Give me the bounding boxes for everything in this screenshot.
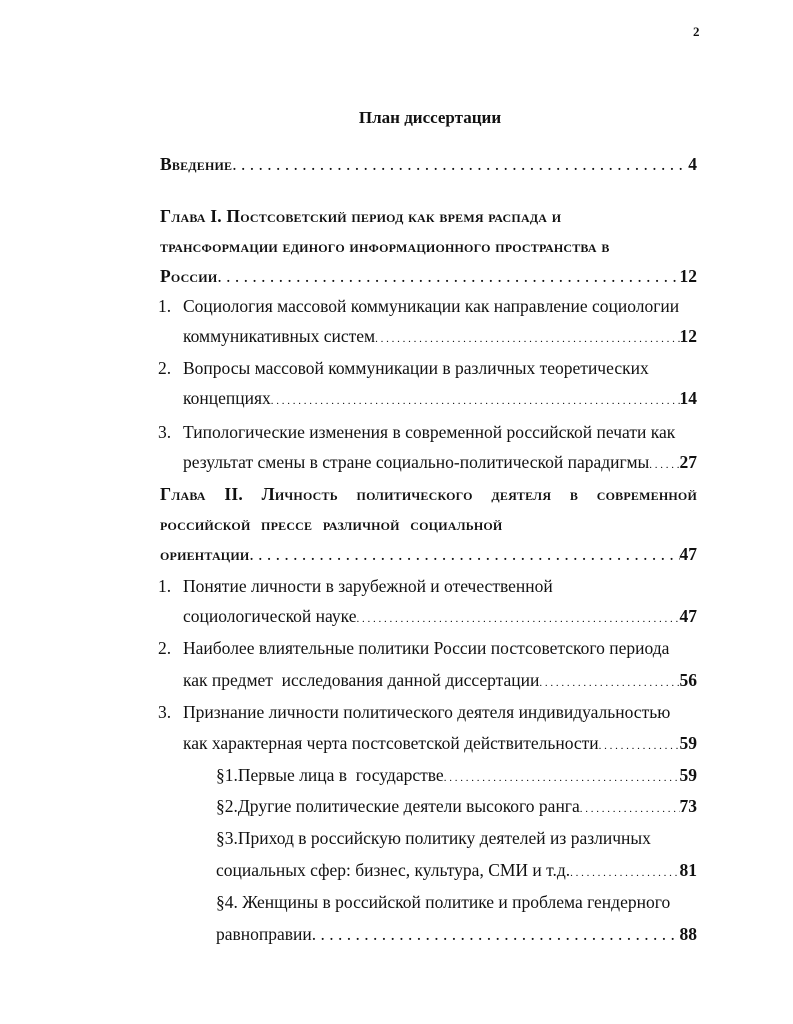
toc-page-number: 81: [679, 860, 697, 880]
toc-item-1-3: [158, 420, 675, 444]
item-text: как характерная черта постсоветской действительности: [183, 733, 599, 753]
toc-leader-dots: [599, 731, 680, 758]
chapter-1-heading: Глава I. Постсоветский период как время распада и: [160, 206, 562, 226]
toc-section-3: §3.Приход в российскую политику деятелей из различных: [216, 828, 651, 848]
toc-page-number: 56: [679, 670, 697, 690]
item-text: результат смены в стране социально-политической парадигмы: [183, 452, 650, 472]
toc-leader-dots: [357, 604, 680, 631]
page-title: План диссертации: [358, 108, 502, 127]
toc-section-3-cont: [216, 858, 697, 882]
toc-leader-dots: [217, 264, 679, 288]
chapter-2-heading-last: [160, 542, 697, 566]
toc-leader-dots: [580, 794, 680, 821]
toc-item-1-2: [158, 356, 649, 380]
item-text: Наиболее влиятельные политики России постсоветского периода: [183, 638, 670, 658]
section-text: §1.Первые лица в государстве: [216, 765, 444, 785]
toc-leader-dots: [249, 542, 679, 566]
chapter-2-heading-cont: российской прессе различной социальной: [160, 514, 503, 534]
item-number: 2.: [158, 638, 172, 658]
toc-leader-dots: [271, 386, 680, 413]
toc-leader-dots: [312, 922, 680, 946]
toc-item-1-1: [158, 294, 679, 318]
toc-leader-dots: [232, 152, 688, 176]
item-number: 3.: [158, 422, 172, 442]
item-text: Понятие личности в зарубежной и отечественной: [183, 576, 553, 596]
toc-item-1-2-cont: [183, 386, 697, 410]
toc-item-2-1: [158, 574, 553, 598]
toc-page-number: 12: [679, 326, 697, 346]
toc-item-2-3: [158, 700, 670, 724]
toc-item-2-3-cont: [183, 731, 697, 755]
toc-entry-intro: [160, 152, 697, 176]
section-text: социальных сфер: бизнес, культура, СМИ и т.д.: [216, 860, 571, 880]
toc-page-number: 47: [679, 606, 697, 626]
toc-section-1: [216, 763, 697, 787]
toc-leader-dots: [444, 763, 680, 790]
item-text: коммуникативных систем: [183, 326, 376, 346]
toc-leader-dots: [375, 324, 679, 351]
toc-page-number: 27: [679, 452, 697, 472]
item-number: 1.: [158, 296, 172, 316]
toc-item-1-1-cont: [183, 324, 697, 348]
chapter-2-heading: Глава II. Личность политического деятеля в современной: [160, 484, 697, 504]
toc-section-4: §4. Женщины в российской политике и проблема гендерного: [216, 892, 671, 912]
toc-item-2-1-cont: [183, 604, 697, 628]
toc-item-2-2-cont: [183, 668, 697, 692]
toc-page-number: 47: [679, 544, 697, 564]
page-number: 2: [693, 24, 700, 39]
chapter-1-heading-cont: трансформации единого информационного пространства в: [160, 236, 610, 256]
item-text: социологической науке: [183, 606, 357, 626]
toc-page-number: 73: [679, 796, 697, 816]
section-text: §2.Другие политические деятели высокого ранга: [216, 796, 580, 816]
toc-entry-label: России: [160, 266, 218, 286]
toc-page-number: 12: [679, 266, 697, 286]
item-text: как предмет исследования данной диссертации: [183, 670, 540, 690]
item-text: Социология массовой коммуникации как направление социологии: [183, 296, 680, 316]
item-text: концепциях: [183, 388, 271, 408]
item-text: Признание личности политического деятеля индивидуальностью: [183, 702, 671, 722]
toc-page-number: 59: [679, 733, 697, 753]
toc-leader-dots: [570, 858, 679, 885]
section-text: равноправии: [216, 924, 312, 944]
item-text: Типологические изменения в современной российской печати как: [183, 422, 676, 442]
item-number: 1.: [158, 576, 172, 596]
toc-section-4-cont: [216, 922, 697, 946]
item-number: 2.: [158, 358, 172, 378]
chapter-1-heading-last: [160, 264, 697, 288]
toc-page-number: 4: [688, 154, 697, 174]
toc-entry-label: Введение: [160, 154, 233, 174]
toc-page-number: 14: [679, 388, 697, 408]
toc-page-number: 88: [679, 924, 697, 944]
item-number: 3.: [158, 702, 172, 722]
toc-section-2: [216, 794, 697, 818]
toc-item-2-2: [158, 636, 669, 660]
toc-item-1-3-cont: [183, 450, 697, 474]
toc-entry-label: ориентации: [160, 544, 250, 564]
toc-page-number: 59: [679, 765, 697, 785]
toc-leader-dots: [539, 668, 679, 695]
toc-leader-dots: [649, 450, 679, 477]
item-text: Вопросы массовой коммуникации в различных теоретических: [183, 358, 649, 378]
